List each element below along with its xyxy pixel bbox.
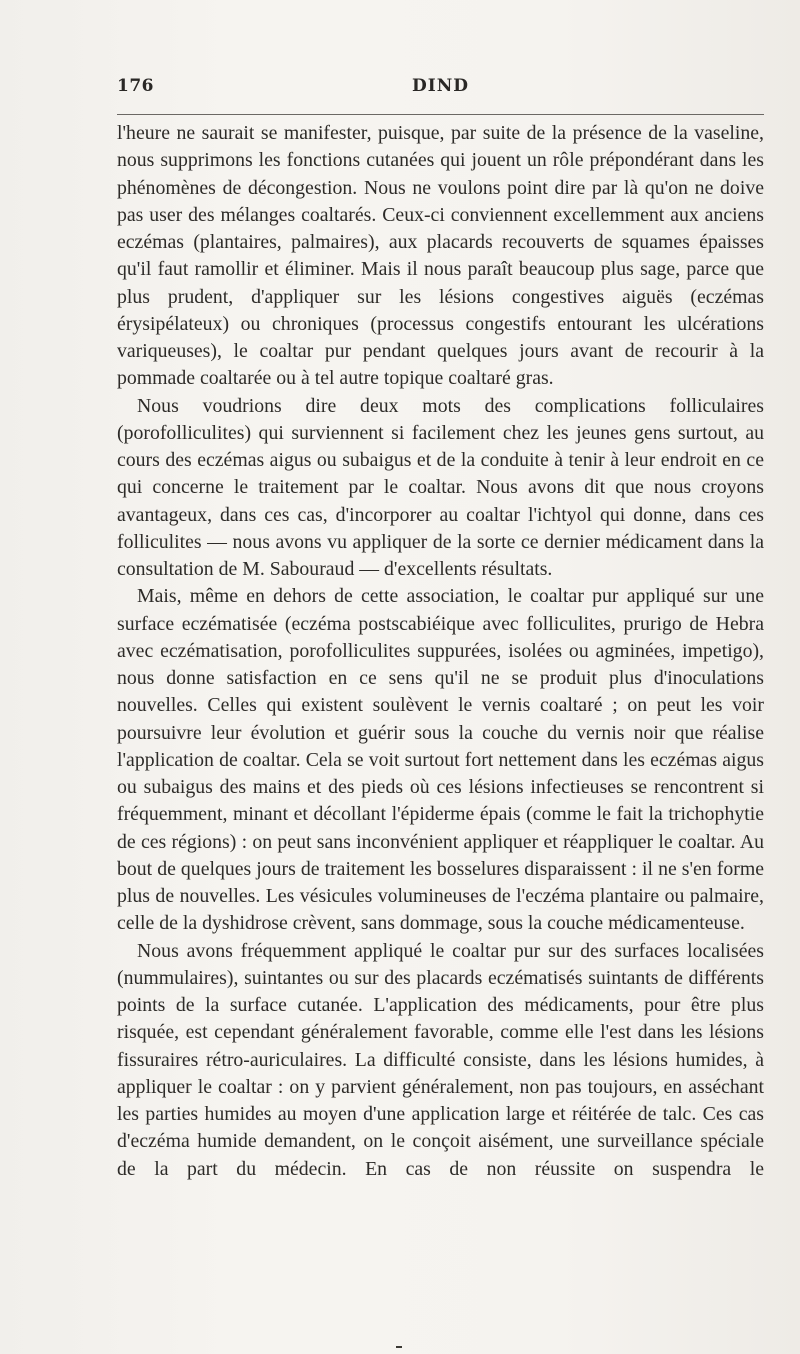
print-mark xyxy=(396,1346,402,1348)
body-text xyxy=(117,120,764,1183)
page-number: 176 xyxy=(117,76,154,96)
page-header xyxy=(117,76,764,102)
running-head: DIND xyxy=(412,76,469,96)
paragraph-4: Nous avons fréquemment appliqué le coaltar pur sur des surfaces localisées (nummulaires), suintantes ou sur des placards eczématisés suintants de différents points de la surface cutanée. L'application des médicaments, pour être plus risquée, est cependant généralement favorable, comme elle l'est dans les lésions fissuraires rétro-auriculaires. La difficulté consiste, dans les lésions humides, à appliquer le coaltar : on y parvient généralement, non pas toujours, en asséchant les parties humides au moyen d'une application large et réitérée de talc. Ces cas d'eczéma humide demandent, on le conçoit aisément, une surveillance spéciale de la part du médecin. En cas de non réussite on suspendra le xyxy=(117,939,764,1180)
paragraph-2: Nous voudrions dire deux mots des complications folliculaires (porofolliculites) qui surviennent si facilement chez les jeunes gens surtout, au cours des eczémas aigus ou subaigus et de la conduite à tenir à leur endroit en ce qui concerne le traitement par le coaltar. Nous avons dit que nous croyons avantageux, dans ces cas, d'incorporer au coaltar l'ichtyol qui donne, dans ces folliculites — nous avons vu appliquer de la sorte ce dernier médicament dans la consultation de M. Sabouraud — d'excellents résultats. xyxy=(117,394,764,580)
paragraph-1: l'heure ne saurait se manifester, puisque, par suite de la présence de la vaseline, nous supprimons les fonctions cutanées qui jouent un rôle prépondérant dans les phénomènes de décongestion. Nous ne voulons point dire par là qu'on ne doive pas user des mélanges coaltarés. Ceux-ci conviennent excellemment aux anciens eczémas (plantaires, palmaires), aux placards recouverts de squames épaisses qu'il faut ramollir et éliminer. Mais il nous paraît beaucoup plus sage, parce que plus prudent, d'appliquer sur les lésions congestives aiguës (eczémas érysipélateux) ou chroniques (processus congestifs entourant les ulcérations variqueuses), le coaltar pur pendant quelques jours avant de recourir à la pommade coaltarée ou à tel autre topique coaltaré gras. xyxy=(117,122,764,390)
header-rule xyxy=(117,114,764,115)
paragraph-3: Mais, même en dehors de cette association, le coaltar pur appliqué sur une surface eczématisée (eczéma postscabiéique avec folliculites, prurigo de Hebra avec eczématisation, porofolliculites suppurées, isolées ou agminées, impetigo), nous donne satisfaction en ce sens qu'il ne se produit plus d'inoculations nouvelles. Celles qui existent soulèvent le vernis coaltaré ; on peut les voir poursuivre leur évolution et guérir sous la couche du vernis noir que réalise l'application de coaltar. Cela se voit surtout fort nettement dans les eczémas aigus ou subaigus des mains et des pieds où ces lésions infectieuses se rencontrent si fréquemment, minant et décollant l'épiderme épais (comme le fait la trichophytie de ces régions) : on peut sans inconvénient appliquer et réappliquer le coaltar. Au bout de quelques jours de traitement les bosselures disparaissent : il ne s'en forme plus de nouvelles. Les vésicules volumineuses de l'eczéma plantaire ou palmaire, celle de la dyshidrose crèvent, sans dommage, sous la couche médicamenteuse. xyxy=(117,585,764,935)
